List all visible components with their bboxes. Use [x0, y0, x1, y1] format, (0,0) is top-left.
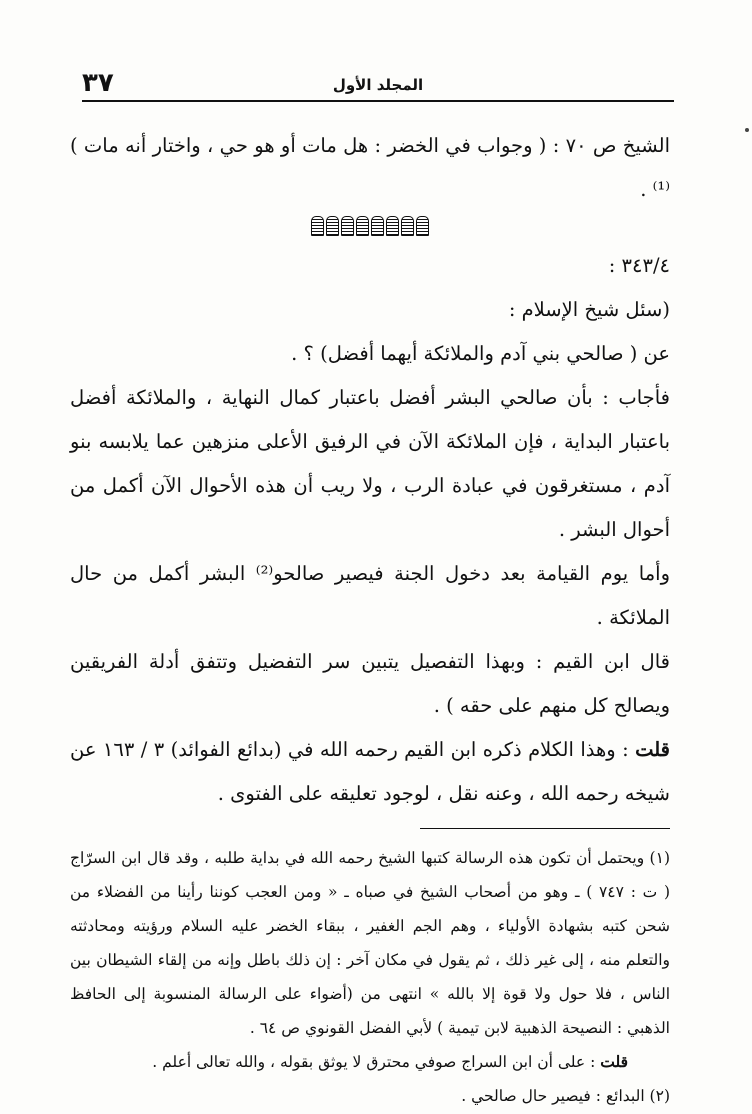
ornament-icon — [371, 216, 384, 236]
line-continuation: الشيخ ص ٧٠ : ( وجواب في الخضر : هل مات أو هو حي ، واختار أنه مات )⁽¹⁾ . — [70, 134, 670, 201]
ornament-icon — [326, 216, 339, 236]
volume-page-reference: ٣٤٣/٤ : — [608, 254, 670, 277]
footnotes — [70, 841, 670, 1113]
footnote-1: (١) ويحتمل أن تكون هذه الرسالة كتبها الشيخ رحمه الله في بداية طلبه ، وقد قال ابن السرّاج ( ت : ٧٤٧ ) ـ وهو من أصحاب الشيخ في صباه ـ « ومن العجب كوننا رأينا من الفضلاء من شحن كتبه بشهادة الأولياء ، وهم الجم الغفير ، ببقاء الخضر عليه السلام ورؤيته ومحادثته والتعلم منه ، إلى غير ذلك ، ثم يقول في مكان آخر : إن ذلك باطل وإنه من إلقاء الشيطان بين الناس ، فلا حول ولا قوة إلا بالله » انتهى من (أضواء على الرسالة المنسوبة إلى الحافظ الذهبي : النصيحة الذهبية لابن تيمية ) لأبي الفضل القونوي ص ٦٤ . — [70, 849, 670, 1037]
ornament-icon — [401, 216, 414, 236]
scan-speck — [745, 128, 749, 132]
question-text: عن ( صالحي بني آدم والملائكة أيهما أفضل) ؟ . — [291, 342, 670, 365]
ornament-icon — [416, 216, 429, 236]
qultu-label: قلت — [635, 738, 670, 761]
ornament-icon — [341, 216, 354, 236]
page-number: ٣٧ — [82, 68, 114, 98]
question-intro: (سئل شيخ الإسلام : — [508, 298, 670, 321]
author-comment — [70, 728, 670, 816]
ornament-icon — [356, 216, 369, 236]
footnote-separator — [420, 828, 670, 829]
ornament-divider — [70, 216, 670, 236]
main-text — [70, 124, 670, 1113]
ornament-icon — [386, 216, 399, 236]
footnote-1-comment — [70, 1045, 670, 1079]
footnote-2: (٢) البدائع : فيصير حال صالحي . — [461, 1087, 670, 1105]
answer-paragraph: فأجاب : بأن صالحي البشر أفضل باعتبار كمال النهاية ، والملائكة أفضل باعتبار البداية ، فإن الملائكة الآن في الرفيق الأعلى منزهين عما يلابسه بنو آدم ، مستغرقون في عبادة الرب ، ولا ريب أن هذه الأحوال الآن أكمل من أحوال البشر . — [70, 386, 670, 541]
footnote-comment-text: : على أن ابن السراج صوفي محترق لا يوثق بقوله ، والله تعالى أعلم . — [152, 1053, 596, 1071]
running-title: المجلد الأول — [332, 76, 424, 94]
ibn-qayyim-paragraph: قال ابن القيم : وبهذا التفصيل يتبين سر التفضيل وتتفق أدلة الفريقين ويصالح كل منهم على حقه ) . — [70, 650, 670, 717]
author-comment-text: : وهذا الكلام ذكره ابن القيم رحمه الله في (بدائع الفوائد) ٣ / ١٦٣ عن شيخه رحمه الله ، وعنه نقل ، لوجود تعليقه على الفتوى . — [70, 738, 670, 805]
footnote-qultu-label: قلت — [600, 1052, 628, 1071]
page-header — [82, 70, 674, 102]
resurrection-paragraph: وأما يوم القيامة بعد دخول الجنة فيصير صالحو⁽²⁾ البشر أكمل من حال الملائكة . — [70, 562, 670, 629]
ornament-icon — [311, 216, 324, 236]
